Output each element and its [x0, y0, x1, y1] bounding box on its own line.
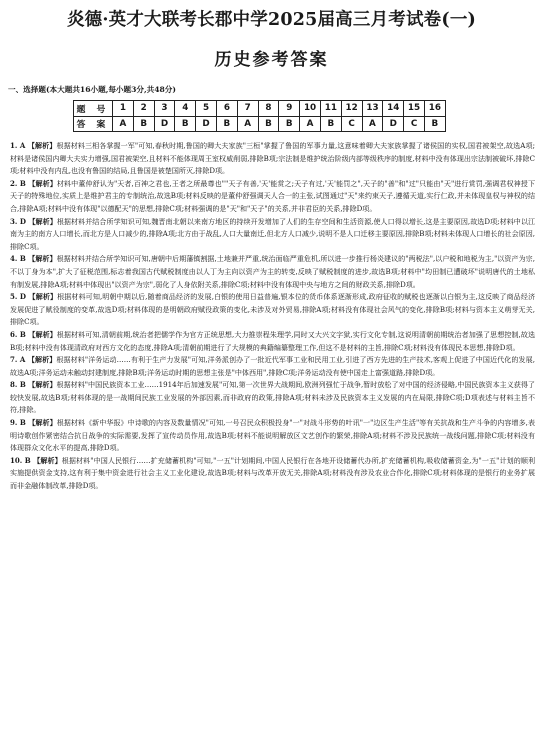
explanation-tag: 3. D 【解析】	[10, 216, 57, 226]
answer-cell: B	[133, 116, 154, 132]
row-label-number: 题 号	[74, 101, 113, 117]
explanation-text: 材料中董仲舒认为"天者,百神之君也,王者之所最尊也""天子有善,'天'能赏之;天子有过,'天'能罚之",天子的"善"和"过"只能由"天"进行赏罚,强调君权神授下天子的特殊地位,实质上是维护君主的专制统治,故选B项;材料反映的是董仲舒强调天人合一的主张,试图通过"天"来约束天子,遵循天道,实行仁政,并未体现皇权与神权的结合,排除A项;材料中没有体现"以德配天"的思想,排除C项;材料强调的是"天"和"天子"的关系,并非君臣的关系,排除D项。	[10, 178, 535, 213]
explanation-paragraph	[10, 354, 535, 379]
answer-cell: B	[216, 116, 237, 132]
answer-cell: A	[300, 116, 321, 132]
explanation-paragraph	[10, 379, 535, 417]
answer-cell: B	[175, 116, 196, 132]
answer-cell: D	[196, 116, 217, 132]
explanation-text: 根据材料"洋务运动……有利于生产力发展"可知,洋务派创办了一批近代军事工业和民用工业,引进了西方先进的生产技术,客观上促进了中国近代化的发展,故选A项;洋务运动未触动封建制度,排除B项;洋务运动时期的思想主张是"中体西用",排除C项;洋务运动没有使中国走上富强道路,排除D项。	[10, 355, 536, 377]
answer-cell: C	[341, 116, 362, 132]
explanation-text: 根据材料并结合所学知识可知,魏晋南北朝以来南方地区的持续开发增加了人们的生存空间和生活资源,使人口得以增长,这是主要原因,故选D项;材料中以江南为主的南方人口增长,而北方是人口减少的,排除A项;北方由于战乱,人口大量南迁,但北方人口减少,说明不是人口迁移主要原因,排除B项;材料未体现人口增长的社会原因,排除C项。	[10, 216, 536, 251]
explanation-tag: 1. A 【解析】	[10, 141, 57, 150]
answer-table	[73, 100, 446, 132]
explanation-tag: 8. B 【解析】	[10, 380, 57, 390]
explanation-tag: 2. B 【解析】	[10, 178, 57, 188]
explanation-tag: 9. B 【解析】	[10, 418, 57, 428]
explanation-paragraph	[10, 140, 535, 178]
explanation-text: 根据材料《新中华报》中诗歌的内容及数量情况"可知,一号召民众积极投身"一"对战斗形势的叶讯"一"边区生产生活"等有关抗战和生产斗争的内容增多,表明诗歌创作紧密结合抗日战争的实际需要,发挥了宣传动员作用,故选B项;材料不能说明解放区文艺创作的繁荣,排除A项;材料不涉及民族统一战线问题,排除C项;材料没有体现群众文化水平的提高,排除D项。	[10, 418, 535, 453]
question-number: 13	[362, 101, 383, 117]
number-row	[74, 101, 446, 117]
answer-cell: A	[113, 116, 134, 132]
question-number: 4	[175, 101, 196, 117]
answer-cell: A	[362, 116, 383, 132]
explanation-paragraph	[10, 291, 535, 329]
explanation-text: 根据材料并结合所学知识可知,唐朝中后期藩镇割据,土地兼并严重,统治面临严重危机,所以进一步推行杨炎建议的"两税法",以户税和地税为主,"以资产为宗,不以丁身为本",扩大了征税范围,标志着我国古代赋税制度由以人丁为主向以资产为主的转变,反映了赋税制度的进步,故选B项;材料中"均田制已遭破坏"说明唐代的土地私有制发展,排除A项;材料中体现出"以资产为宗",弱化了人身依附关系,排除C项;材料中没有体现中央与地方之间的财政关系,排除D项。	[10, 254, 535, 289]
answer-cell: B	[279, 116, 300, 132]
explanation-tag: 4. B 【解析】	[10, 254, 57, 264]
explanation-paragraph	[10, 455, 535, 493]
explanation-paragraph	[10, 178, 535, 216]
question-number: 16	[424, 101, 445, 117]
explanation-text: 根据材料"中国人民银行……扩充储蓄机构"可知,"一五"计划期间,中国人民银行在各地开设储蓄代办所,扩充储蓄机构,吸收储蓄资金,为"一五"计划的顺利实施提供资金支持,这有利于集中资金进行社会主义工业化建设,故选B项;材料与改革开放无关,排除A项;材料没有涉及农业合作化,排除C项;材料体现的是银行的业务扩展而非金融体制改革,排除D项。	[10, 455, 535, 491]
question-number: 6	[216, 101, 237, 117]
section-heading: 一、选择题(本大题共16小题,每小题3分,共48分)	[8, 85, 176, 94]
answer-cell: B	[320, 116, 341, 132]
document-subtitle: 历史参考答案	[214, 50, 329, 70]
answer-cell: C	[404, 116, 425, 132]
answer-cell: B	[424, 116, 445, 132]
question-number: 5	[196, 101, 217, 117]
explanation-text: 根据材料可知,明朝中期以后,随着商品经济的发展,白银的使用日益普遍,银本位的货币体系逐渐形成,政府征收的赋税也逐渐以白银为主,这反映了商品经济发展促进了赋役制度的变革,故选D项;材料体现的是明朝政府赋役政策的变化,未涉及对外贸易,排除A项;材料没有体现社会风气的变化,排除B项;材料与资本主义萌芽无关,排除C项。	[10, 292, 536, 327]
answer-row	[74, 116, 446, 132]
explanation-paragraph	[10, 417, 535, 455]
question-number: 10	[300, 101, 321, 117]
question-number: 8	[258, 101, 279, 117]
explanation-paragraph	[10, 329, 535, 354]
explanation-text: 根据材料可知,清朝前期,统治者把儒学作为官方正统思想,大力推崇程朱理学,同时又大兴文字狱,实行文化专制,这说明清朝前期统治者加强了思想控制,故选B项;材料中没有体现清政府对西方文化的态度,排除A项;清朝前期进行了大规模的典籍编纂整理工作,但这不是材料的主旨,排除C项;材料没有体现民本思想,排除D项。	[10, 329, 535, 352]
answer-cell: A	[237, 116, 258, 132]
question-number: 1	[113, 101, 134, 117]
answer-cell: D	[154, 116, 175, 132]
question-number: 7	[237, 101, 258, 117]
explanation-tag: 5. D 【解析】	[10, 292, 58, 302]
explanation-tag: 10. B 【解析】	[10, 455, 62, 465]
explanation-paragraph	[10, 216, 535, 254]
explanation-text: 根据材料"中国民族资本工业……1914年后加速发展"可知,第一次世界大战期间,欧洲列强忙于战争,暂时放松了对中国的经济侵略,中国民族资本主义获得了较快发展,故选B项;材料体现的是一战期间民族工业发展的外部因素,而非政府的政策,排除A项;材料未涉及民族资本主义发展的内在局限,排除C项;D项表述与材料主旨不符,排除。	[10, 380, 535, 415]
explanation-text: 根据材料三相各掌握一军"可知,春秋时期,鲁国的卿大夫家族"三桓"掌握了鲁国的军事力量,这意味着卿大夫家族掌握了诸侯国的实权,国君被架空,故选A项;材料是诸侯国内卿大夫实力增强,国君被架空,且材料不能体现周王室权威削弱,排除B项;宗法制是维护统治阶级内部等级秩序的制度,材料中没有体现出宗法制被破坏,排除C项;材料中没有内乱,也没有鲁国的结局,且鲁国是被楚国所灭,排除D项。	[10, 141, 535, 176]
document-title: 炎德·英才大联考长郡中学2025届高三月考试卷(一)	[66, 10, 477, 30]
explanation-paragraph	[10, 253, 535, 291]
explanations	[10, 140, 535, 493]
explanation-tag: 6. B 【解析】	[10, 329, 57, 339]
answer-cell: D	[383, 116, 404, 132]
row-label-answer: 答 案	[74, 116, 113, 132]
explanation-tag: 7. A 【解析】	[10, 355, 57, 365]
answer-cell: B	[258, 116, 279, 132]
question-number: 2	[133, 101, 154, 117]
question-number: 12	[341, 101, 362, 117]
question-number: 15	[404, 101, 425, 117]
question-number: 9	[279, 101, 300, 117]
question-number: 11	[320, 101, 341, 117]
question-number: 14	[383, 101, 404, 117]
question-number: 3	[154, 101, 175, 117]
